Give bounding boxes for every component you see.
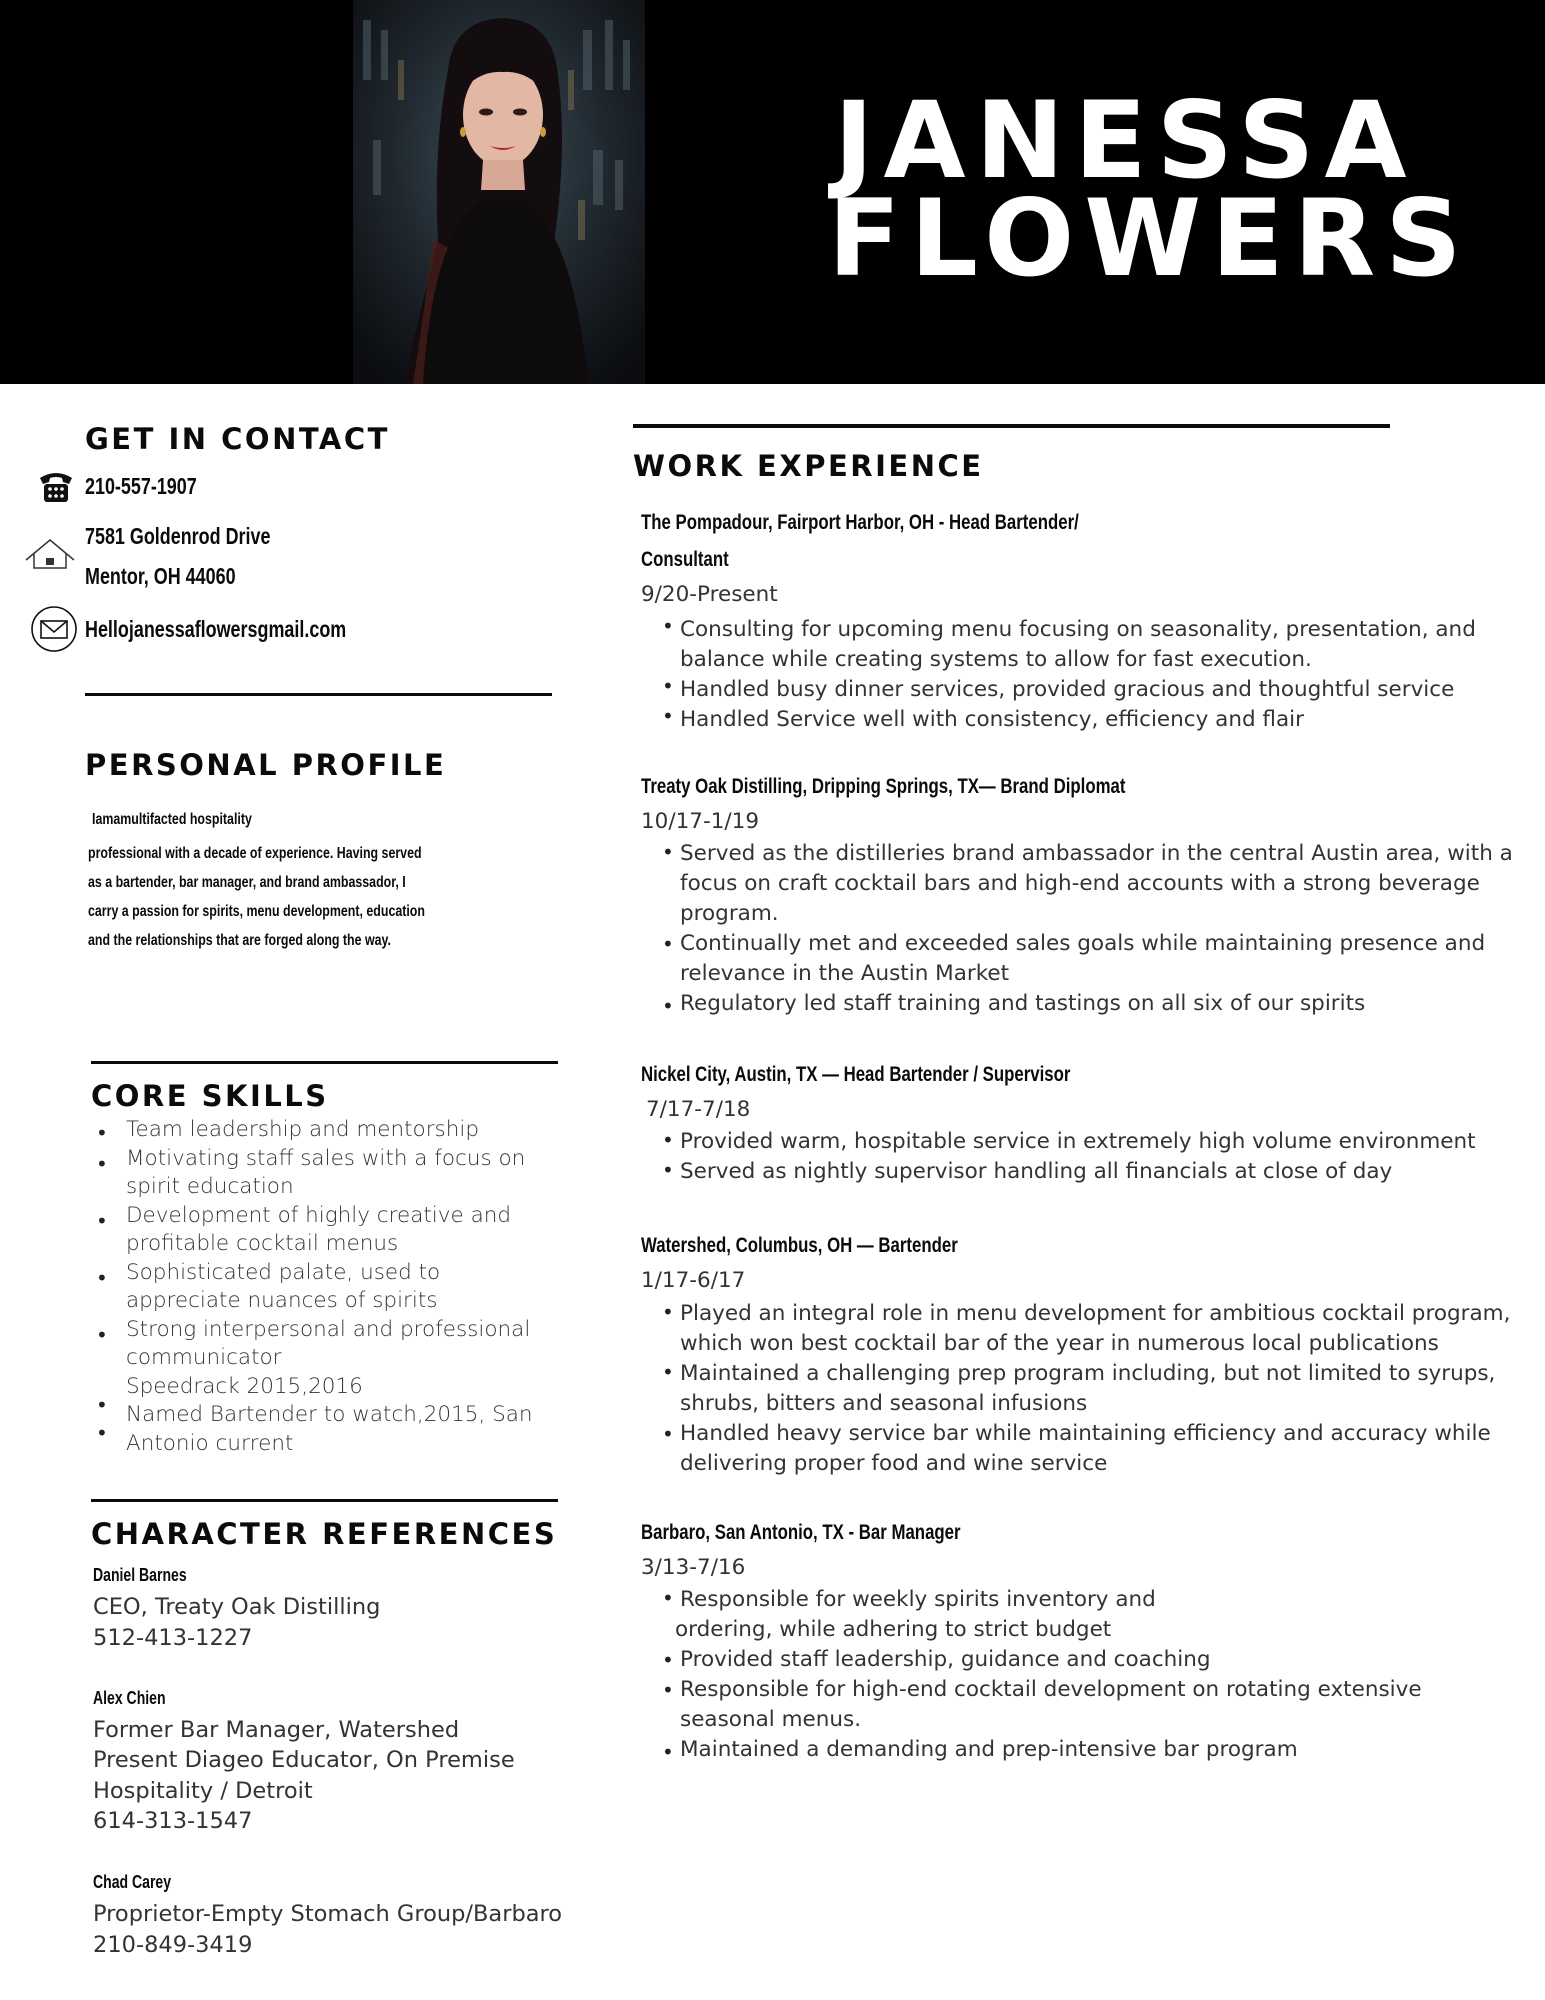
profile-line: professional with a decade of experience. Having served — [88, 845, 422, 862]
bullet: • — [662, 994, 674, 1018]
skill-line: Sophisticated palate, used to — [126, 1259, 441, 1285]
skill-line: Motivating staff sales with a focus on — [126, 1145, 526, 1171]
job-items — [675, 1585, 1422, 1765]
job-item: Handled heavy service bar while maintaining efficiency and accuracy while — [680, 1421, 1491, 1446]
job-item: program. — [680, 901, 779, 926]
job-title: The Pompadour, Fairport Harbor, OH - Head Bartender/ — [641, 511, 1079, 534]
bullet: • — [662, 1158, 674, 1182]
reference-line: 512-413-1227 — [93, 1625, 253, 1651]
job-title: Treaty Oak Distilling, Dripping Springs, TX— Brand Diplomat — [641, 775, 1126, 798]
job-title: Watershed, Columbus, OH — Bartender — [641, 1234, 958, 1257]
job-item: Maintained a challenging prep program including, but not limited to syrups, — [680, 1361, 1496, 1386]
bullet: • — [96, 1209, 108, 1233]
references-heading: CHARACTER REFERENCES — [91, 1517, 558, 1551]
reference-line: Present Diageo Educator, On Premise — [93, 1747, 515, 1773]
skill-line: spirit education — [126, 1174, 294, 1199]
reference-name: Alex Chien — [93, 1688, 166, 1708]
job-item: Continually met and exceeded sales goals while maintaining presence and — [680, 931, 1486, 956]
contact-address-line1: 7581 Goldenrod Drive — [85, 523, 271, 549]
skill-line: Team leadership and mentorship — [126, 1117, 479, 1142]
bullet: • — [96, 1393, 108, 1417]
bullet: • — [96, 1421, 108, 1445]
reference-name: Chad Carey — [93, 1872, 172, 1892]
reference-line: Former Bar Manager, Watershed — [93, 1717, 460, 1743]
house-icon — [24, 536, 76, 576]
job-item: Responsible for high-end cocktail development on rotating extensive — [680, 1677, 1422, 1702]
envelope-icon — [30, 605, 78, 657]
contact-heading: GET IN CONTACT — [85, 422, 390, 456]
contact-email[interactable]: Hellojanessaflowersgmail.com — [85, 616, 347, 642]
job-item: Handled Service well with consistency, efficiency and flair — [680, 707, 1304, 732]
bullet: • — [662, 840, 674, 864]
job-item: Provided warm, hospitable service in extremely high volume environment — [680, 1129, 1476, 1154]
bullet: • — [662, 1128, 674, 1152]
profile-line: as a bartender, bar manager, and brand ambassador, I — [88, 874, 406, 891]
job-item: Consulting for upcoming menu focusing on seasonality, presentation, and — [680, 617, 1476, 642]
job-date: 9/20-Present — [641, 582, 778, 607]
bullet: • — [662, 614, 674, 638]
divider — [85, 693, 552, 696]
job-item: delivering proper food and wine service — [680, 1451, 1108, 1476]
reference-line: Proprietor-Empty Stomach Group/Barbaro — [93, 1901, 563, 1927]
job-item: balance while creating systems to allow for fast execution. — [680, 647, 1312, 672]
phone-icon — [36, 466, 76, 510]
reference-line: 614-313-1547 — [93, 1808, 253, 1834]
job-item: shrubs, bitters and seasonal infusions — [680, 1391, 1088, 1416]
work-heading: WORK EXPERIENCE — [633, 449, 984, 483]
job-item: relevance in the Austin Market — [680, 961, 1010, 986]
profile-photo — [353, 0, 645, 384]
job-item: Provided staff leadership, guidance and coaching — [680, 1647, 1211, 1672]
reference-name: Daniel Barnes — [93, 1565, 187, 1585]
bullet: • — [96, 1121, 108, 1145]
skill-line: communicator — [126, 1345, 282, 1370]
job-item: focus on craft cocktail bars and high-end accounts with a strong beverage — [680, 871, 1480, 896]
bullet: • — [662, 1300, 674, 1324]
job-title: Consultant — [641, 548, 729, 571]
job-items — [680, 615, 1476, 735]
job-item: ordering, while adhering to strict budget — [675, 1617, 1112, 1642]
job-date: 3/13-7/16 — [641, 1555, 746, 1580]
bullet: • — [662, 1586, 674, 1610]
job-date: 1/17-6/17 — [641, 1268, 746, 1293]
divider — [91, 1499, 558, 1502]
skill-line: appreciate nuances of spirits — [126, 1288, 438, 1313]
profile-heading: PERSONAL PROFILE — [85, 748, 447, 782]
reference-line: Hospitality / Detroit — [93, 1778, 313, 1804]
job-item: Maintained a demanding and prep-intensive bar program — [680, 1737, 1298, 1762]
skills-heading: CORE SKILLS — [91, 1079, 329, 1113]
job-date: 10/17-1/19 — [641, 809, 759, 834]
profile-line: Iamamultifacted hospitality — [92, 811, 252, 828]
job-item: Served as nightly supervisor handling all financials at close of day — [680, 1159, 1393, 1184]
contact-address-line2: Mentor, OH 44060 — [85, 563, 236, 589]
bullet: • — [662, 1360, 674, 1384]
job-item: Regulatory led staff training and tastings on all six of our spirits — [680, 991, 1366, 1016]
job-date: 7/17-7/18 — [646, 1097, 751, 1122]
job-item: Played an integral role in menu development for ambitious cocktail program, — [680, 1301, 1511, 1326]
last-name: FLOWERS — [828, 177, 1472, 300]
reference-line: CEO, Treaty Oak Distilling — [93, 1594, 381, 1620]
contact-phone[interactable]: 210-557-1907 — [85, 473, 197, 499]
bullet: • — [662, 1422, 674, 1446]
profile-line: carry a passion for spirits, menu development, education — [88, 903, 425, 920]
bullet: • — [662, 932, 674, 956]
job-items — [680, 839, 1513, 1019]
skill-line: Speedrack 2015,2016 — [126, 1373, 363, 1399]
skill-line: Antonio current — [126, 1430, 294, 1456]
bullet: • — [662, 1740, 674, 1764]
skill-line: Strong interpersonal and professional — [126, 1316, 531, 1342]
skill-line: Named Bartender to watch,2015, San — [126, 1402, 533, 1427]
divider — [91, 1061, 558, 1064]
skills-text — [126, 1116, 566, 1458]
skill-line: profitable cocktail menus — [126, 1231, 399, 1256]
job-title: Nickel City, Austin, TX — Head Bartender / Supervisor — [641, 1063, 1071, 1086]
bullet: • — [662, 1678, 674, 1702]
first-name: JANESSA — [834, 79, 1417, 202]
bullet: • — [662, 704, 674, 728]
job-items — [680, 1127, 1476, 1187]
job-title: Barbaro, San Antonio, TX - Bar Manager — [641, 1521, 961, 1544]
job-item: seasonal menus. — [680, 1707, 862, 1732]
job-item: which won best cocktail bar of the year in numerous local publications — [680, 1331, 1439, 1356]
skill-line: Development of highly creative and — [126, 1202, 512, 1228]
profile-line: and the relationships that are forged along the way. — [88, 932, 391, 949]
job-item: Responsible for weekly spirits inventory and — [680, 1587, 1156, 1612]
bullet: • — [96, 1323, 108, 1347]
job-item: Served as the distilleries brand ambassador in the central Austin area, with a — [680, 841, 1513, 866]
divider — [633, 424, 1390, 428]
reference-line: 210-849-3419 — [93, 1932, 253, 1958]
job-items — [680, 1299, 1510, 1479]
bullet: • — [662, 1648, 674, 1672]
job-item: Handled busy dinner services, provided gracious and thoughtful service — [680, 677, 1455, 702]
bullet: • — [96, 1266, 108, 1290]
bullet: • — [96, 1152, 108, 1176]
bullet: • — [662, 674, 674, 698]
